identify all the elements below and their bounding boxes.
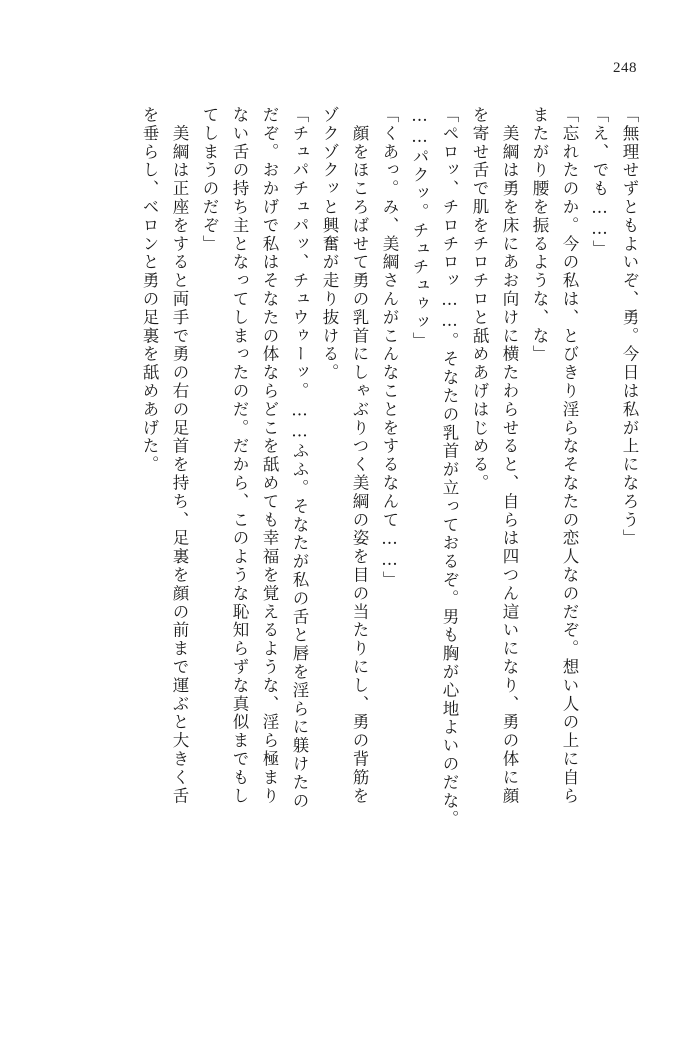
text-line: ない舌の持ち主となってしまったのだ。だから、このような恥知らずな真似までもし — [230, 106, 249, 806]
text-line: 美綱は正座をすると両手で勇の右の足首を持ち、足裏を顔の前まで運ぶと大きく舌 — [170, 106, 189, 806]
text-line: 「無理せずともよいぞ、勇。今日は私が上になろう」 — [620, 106, 639, 548]
text-line: を垂らし、ベロンと勇の足裏を舐めあげた。 — [140, 106, 159, 474]
page-number: 248 — [613, 60, 637, 76]
text-line: 「ペロッ、チロチロッ……。そなたの乳首が立っておるぞ。男も胸が心地よいのだな。 — [440, 106, 459, 829]
text-line: 美綱は勇を床にあお向けに横たわらせると、自らは四つん這いになり、勇の体に顔 — [500, 106, 519, 806]
text-line: ゾクゾクッと興奮が走り抜ける。 — [320, 106, 339, 382]
vertical-text-body — [62, 106, 637, 986]
text-line: だぞ。おかげで私はそなたの体ならどこを舐めても幸福を覚えるような、淫ら極まり — [260, 106, 279, 806]
text-line: またがり腰を振るような、な」 — [530, 106, 549, 364]
text-line: 「忘れたのか。今の私は、とびきり淫らなそなたの恋人なのだぞ。想い人の上に自ら — [560, 106, 579, 806]
text-line: 「チュパチュパッ、チュウゥーッ。……ふふ。そなたが私の舌と唇を淫らに躾けたの — [290, 106, 309, 811]
text-line: 顔をほころばせて勇の乳首にしゃぶりつく美綱の姿を目の当たりにし、勇の背筋を — [350, 106, 369, 806]
text-line: ……パクッ。チュチュゥッ」 — [410, 106, 429, 351]
text-line: 「くあっ。み、美綱さんがこんなことをするなんて……」 — [380, 106, 399, 590]
text-line: を寄せ舌で肌をチロチロと舐めあげはじめる。 — [470, 106, 489, 493]
text-line: 「え、でも……」 — [590, 106, 609, 259]
text-line: てしまうのだぞ」 — [200, 106, 219, 254]
